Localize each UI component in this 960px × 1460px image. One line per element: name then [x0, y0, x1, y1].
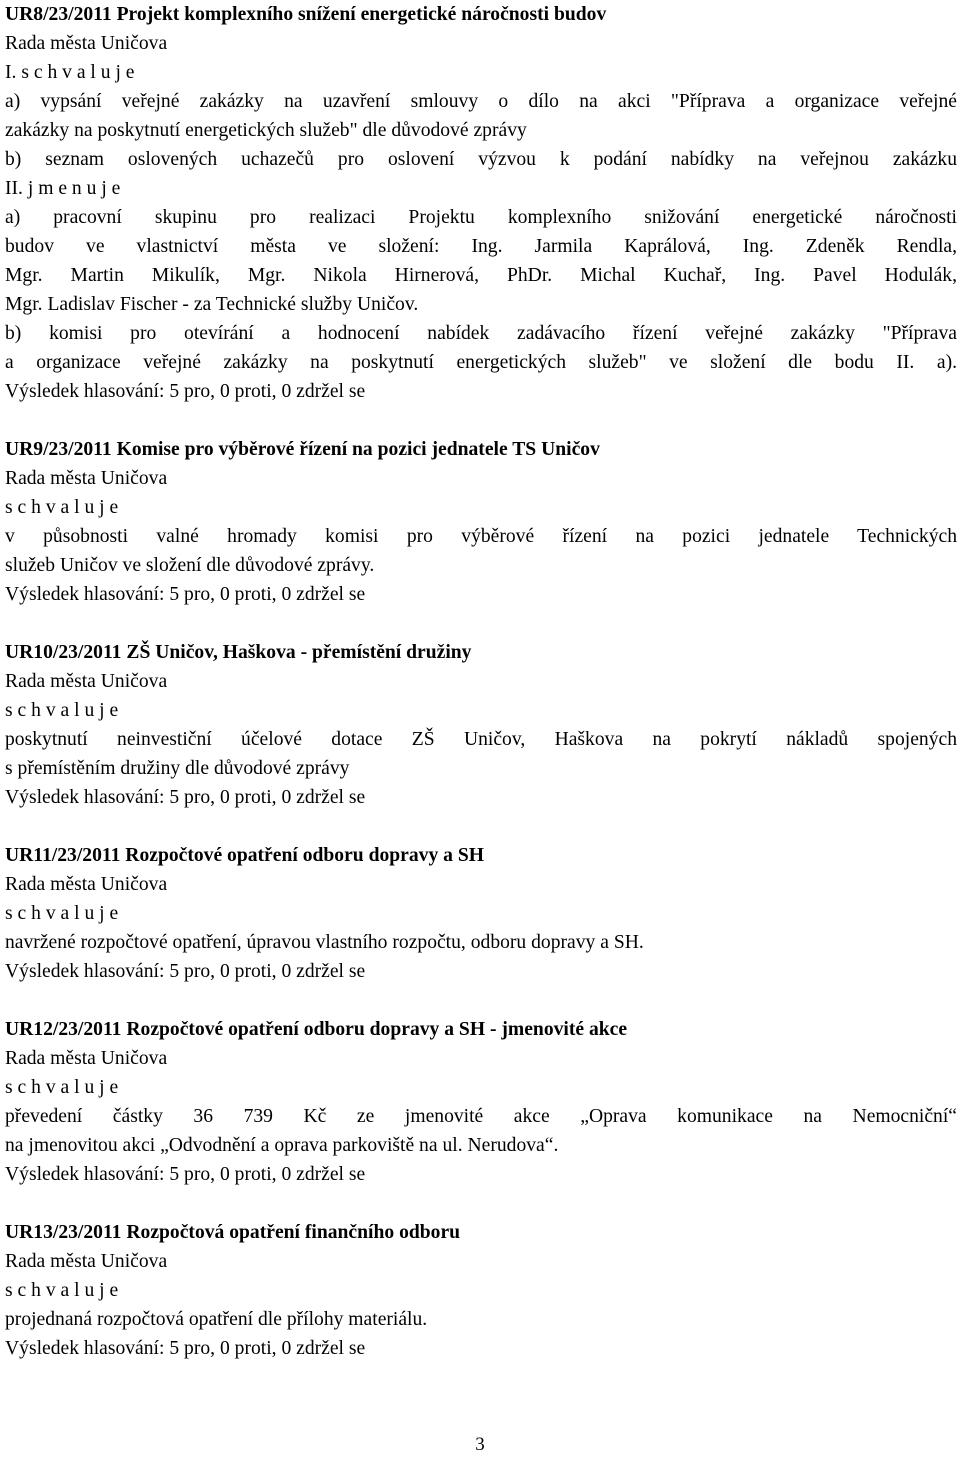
action-approves: I. s c h v a l u j e: [5, 62, 135, 83]
action-approves: s c h v a l u j e: [5, 1280, 119, 1301]
action-approves: s c h v a l u j e: [5, 1077, 119, 1098]
action-approves: s c h v a l u j e: [5, 497, 119, 518]
action-approves: s c h v a l u j e: [5, 903, 119, 924]
page-number: 3: [475, 1434, 485, 1455]
resolution-ur9: [5, 435, 957, 609]
resolution-ur13: [5, 1218, 957, 1363]
vote-result: Výsledek hlasování: 5 pro, 0 proti, 0 zdržel se: [5, 787, 366, 808]
resolution-text-line: a) vypsání veřejné zakázky na uzavření smlouvy o dílo na akci "Příprava a organizace veřejné: [5, 91, 957, 112]
council-name: Rada města Uničova: [5, 1251, 168, 1272]
resolution-text-line: projednaná rozpočtová opatření dle přílohy materiálu.: [5, 1309, 428, 1330]
resolution-heading: UR11/23/2011 Rozpočtové opatření odboru dopravy a SH: [5, 845, 484, 866]
vote-result: Výsledek hlasování: 5 pro, 0 proti, 0 zdržel se: [5, 584, 366, 605]
action-appoints: II. j m e n u j e: [5, 178, 121, 199]
resolution-text-line: poskytnutí neinvestiční účelové dotace ZŠ Uničov, Haškova na pokrytí nákladů spojených: [5, 729, 957, 750]
resolution-heading: UR9/23/2011 Komise pro výběrové řízení na pozici jednatele TS Uničov: [5, 439, 600, 460]
resolution-heading: UR12/23/2011 Rozpočtové opatření odboru dopravy a SH - jmenovité akce: [5, 1019, 628, 1040]
council-name: Rada města Uničova: [5, 1048, 168, 1069]
vote-result: Výsledek hlasování: 5 pro, 0 proti, 0 zdržel se: [5, 381, 366, 402]
resolution-text-line: služeb Uničov ve složení dle důvodové zprávy.: [5, 555, 375, 576]
council-name: Rada města Uničova: [5, 468, 168, 489]
resolution-ur12: [5, 1015, 957, 1189]
council-name: Rada města Uničova: [5, 874, 168, 895]
resolution-text-line: b) komisi pro otevírání a hodnocení nabídek zadávacího řízení veřejné zakázky "Příprava: [5, 323, 957, 344]
resolution-text-line: s přemístěním družiny dle důvodové zprávy: [5, 758, 350, 779]
resolution-ur11: [5, 841, 957, 986]
resolution-text-line: navržené rozpočtové opatření, úpravou vlastního rozpočtu, odboru dopravy a SH.: [5, 932, 644, 953]
document-page: [5, 0, 957, 1363]
resolution-text-line: Mgr. Ladislav Fischer - za Technické služby Uničov.: [5, 294, 419, 315]
resolution-heading: UR13/23/2011 Rozpočtová opatření finančního odboru: [5, 1222, 461, 1243]
resolution-text-line: v působnosti valné hromady komisi pro výběrové řízení na pozici jednatele Technických: [5, 526, 957, 547]
resolution-heading: UR10/23/2011 ZŠ Uničov, Haškova - přemístění družiny: [5, 642, 472, 663]
vote-result: Výsledek hlasování: 5 pro, 0 proti, 0 zdržel se: [5, 961, 366, 982]
vote-result: Výsledek hlasování: 5 pro, 0 proti, 0 zdržel se: [5, 1338, 366, 1359]
resolution-text-line: a) pracovní skupinu pro realizaci Projektu komplexního snižování energetické náročnosti: [5, 207, 957, 228]
council-name: Rada města Uničova: [5, 671, 168, 692]
council-name: Rada města Uničova: [5, 33, 168, 54]
action-approves: s c h v a l u j e: [5, 700, 119, 721]
resolution-text-line: zakázky na poskytnutí energetických služeb" dle důvodové zprávy: [5, 120, 527, 141]
resolution-text-line: b) seznam oslovených uchazečů pro oslovení výzvou k podání nabídky na veřejnou zakázku: [5, 149, 957, 170]
resolution-heading: UR8/23/2011 Projekt komplexního snížení energetické náročnosti budov: [5, 4, 607, 25]
resolution-text-line: Mgr. Martin Mikulík, Mgr. Nikola Hirnerová, PhDr. Michal Kuchař, Ing. Pavel Hodulák,: [5, 265, 957, 286]
resolution-ur8: [5, 0, 957, 406]
resolution-text-line: budov ve vlastnictví města ve složení: Ing. Jarmila Kaprálová, Ing. Zdeněk Rendla,: [5, 236, 957, 257]
resolution-text-line: na jmenovitou akci „Odvodnění a oprava parkoviště na ul. Nerudova“.: [5, 1135, 559, 1156]
vote-result: Výsledek hlasování: 5 pro, 0 proti, 0 zdržel se: [5, 1164, 366, 1185]
resolution-text-line: a organizace veřejné zakázky na poskytnutí energetických služeb" ve složení dle bodu II. a).: [5, 352, 957, 373]
resolution-ur10: [5, 638, 957, 812]
resolution-text-line: převedení částky 36 739 Kč ze jmenovité akce „Oprava komunikace na Nemocniční“: [5, 1106, 957, 1127]
